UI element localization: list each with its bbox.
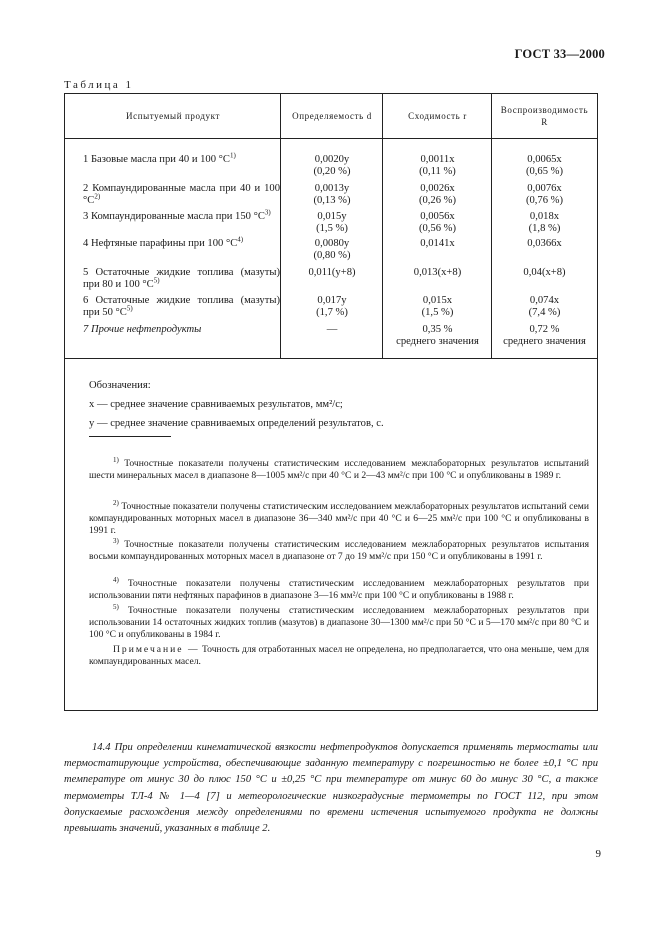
footnote-ref: 3)	[264, 208, 271, 217]
footnote-text: Точностные показатели получены статистическим исследованием межлабораторных результатов при использовании пяти нефтяных парафинов в диапазоне 3—16 мм²/с при 100 °С и опубликованы в 1988 г.	[89, 578, 589, 601]
cell-r: 0,013(x+8)	[413, 267, 462, 278]
table-divider	[65, 358, 597, 359]
cell-r-pct: (0,11 %)	[419, 166, 456, 177]
note-text: Точность для отработанных масел не определена, но предполагается, что она меньше, чем для компаундированных масел.	[89, 644, 589, 667]
footnote	[89, 455, 589, 482]
cell-R: 0,04(x+8)	[523, 267, 566, 278]
footnote-text: Точностные показатели получены статистическим исследованием межлабораторных результатов испытаний шести минеральных масел в диапазоне 8—1005 мм²/с при 40 °С и 2—43 мм²/с при 100 °С и опубликованы в 1989 г.	[89, 458, 589, 481]
row-product: 5 Остаточные жидкие топлива (мазуты) при 80 и 100 °С	[83, 267, 280, 290]
footnote-ref: 5)	[126, 304, 133, 313]
cell-d: 0,0013y	[314, 183, 350, 194]
footnote-ref: 1)	[229, 151, 236, 160]
row-product: 7 Прочие нефтепродукты	[83, 324, 202, 335]
footnote-ref: 5)	[153, 276, 160, 285]
cell-d: 0,015y	[317, 211, 347, 222]
table-note	[89, 644, 589, 668]
cell-d: 0,0080y	[314, 238, 350, 249]
legend-title: Обозначения:	[89, 380, 151, 391]
footnote-mark: 5)	[113, 602, 119, 611]
cell-d-pct: (0,13 %)	[313, 195, 351, 206]
cell-d: 0,0020y	[314, 154, 350, 165]
cell-d-pct: (1,5 %)	[316, 223, 348, 234]
cell-r: 0,0011x	[420, 154, 455, 165]
footnote	[89, 602, 589, 641]
footnote	[89, 536, 589, 563]
table-header	[65, 94, 597, 139]
cell-r: 0,0141x	[420, 238, 455, 249]
cell-r-pct: среднего значения	[396, 336, 479, 347]
cell-r-pct: (0,56 %)	[418, 223, 457, 234]
cell-d: —	[326, 324, 338, 335]
row-product: 2 Компаундированные масла при 40 и 100 °С	[83, 183, 280, 206]
cell-R-pct: (1,8 %)	[528, 223, 561, 234]
cell-d: 0,011(y+8)	[308, 267, 356, 278]
cell-R: 0,0076x	[527, 183, 562, 194]
standard-header: ГОСТ 33—2000	[514, 47, 605, 61]
header-product: Испытуемый продукт	[126, 111, 220, 121]
cell-R: 0,0065x	[527, 154, 562, 165]
footnote-ref: 4)	[237, 235, 244, 244]
precision-table	[64, 93, 598, 711]
cell-r-pct: (1,5 %)	[421, 307, 454, 318]
footnote-ref: 2)	[94, 192, 101, 201]
legend-y: y — среднее значение сравниваемых определений результатов, с.	[89, 418, 384, 429]
cell-R-pct: среднего значения	[503, 336, 586, 347]
header-reproducibility: Воспроизводимость R	[500, 105, 589, 127]
footnote-mark: 1)	[113, 455, 119, 464]
cell-d: 0,017y	[317, 295, 347, 306]
cell-r: 0,35 %	[422, 324, 453, 335]
footnote-mark: 4)	[113, 575, 119, 584]
cell-R-pct: (7,4 %)	[528, 307, 561, 318]
page-number: 9	[595, 848, 601, 860]
footnote-separator	[89, 436, 171, 437]
footnote	[89, 575, 589, 602]
row-product: 4 Нефтяные парафины при 100 °С	[83, 238, 238, 249]
cell-R-pct: (0,76 %)	[525, 195, 564, 206]
cell-r: 0,0056x	[420, 211, 455, 222]
cell-r: 0,015x	[422, 295, 453, 306]
legend-x: x — среднее значение сравниваемых результатов, мм²/с;	[89, 399, 343, 410]
cell-d-pct: (0,80 %)	[313, 250, 351, 261]
cell-R: 0,72 %	[529, 324, 560, 335]
body-paragraph: 14.4 При определении кинематической вязкости нефтепродуктов допускается применять термостаты или термостатирующие устройства, обеспечивающие заданную температуру с погрешностью не более ±0,1 °С при температуре от минус 30 до плюс 150 °С и ±0,25 °С при температуре от минус 60 до минус 30 °С, а также термометры ТЛ-4 № 1—4 [7] и метеорологические низкоградусные термометры по ГОСТ 112, при этом допускаемые расхождения между определениями по времени истечения испытуемого продукта не должны превышать значений, указанных в таблице 2.	[64, 742, 598, 835]
header-convergence: Сходимость r	[408, 111, 467, 121]
row-product: 6 Остаточные жидкие топлива (мазуты) при 50 °С	[83, 295, 280, 318]
footnote-text: Точностные показатели получены статистическим исследованием межлабораторных результатов испытания восьми компаундированных моторных масел в диапазоне от 7 до 19 мм²/с при 150 °С и опубликованы в 1991 г.	[89, 539, 589, 562]
footnote-text: Точностные показатели получены статистическим исследованием межлабораторных результатов испытаний семи компаундированных моторных масел в диапазоне 36—340 мм²/с при 40 °С и 6—25 мм²/с при 100 °С и опубликованы в 1991 г.	[89, 501, 589, 536]
header-repeatability: Определяемость d	[292, 111, 372, 121]
row-product: 1 Базовые масла при 40 и 100 °С	[83, 154, 230, 165]
cell-r: 0,0026x	[420, 183, 455, 194]
footnote	[89, 498, 589, 537]
footnote-text: Точностные показатели получены статистическим исследованием межлабораторных результатов при использовании 14 остаточных жидких топлив (мазутов) в диапазоне 30—1300 мм²/с при 50 °С и 5—170 мм²/с при 80 °С и 100 °С и опубликованы в 1984 г.	[89, 605, 589, 640]
cell-r-pct: (0,26 %)	[418, 195, 457, 206]
cell-d-pct: (0,20 %)	[313, 166, 351, 177]
footnote-mark: 2)	[113, 498, 119, 507]
footnote-mark: 3)	[113, 536, 119, 545]
cell-R: 0,0366x	[527, 238, 562, 249]
row-product: 3 Компаундированные масла при 150 °С	[83, 211, 265, 222]
cell-R-pct: (0,65 %)	[525, 166, 564, 177]
table-caption: Таблица 1	[64, 79, 134, 91]
cell-R: 0,074x	[529, 295, 560, 306]
cell-R: 0,018x	[529, 211, 560, 222]
cell-d-pct: (1,7 %)	[316, 307, 348, 318]
note-label: Примечание —	[113, 644, 200, 655]
